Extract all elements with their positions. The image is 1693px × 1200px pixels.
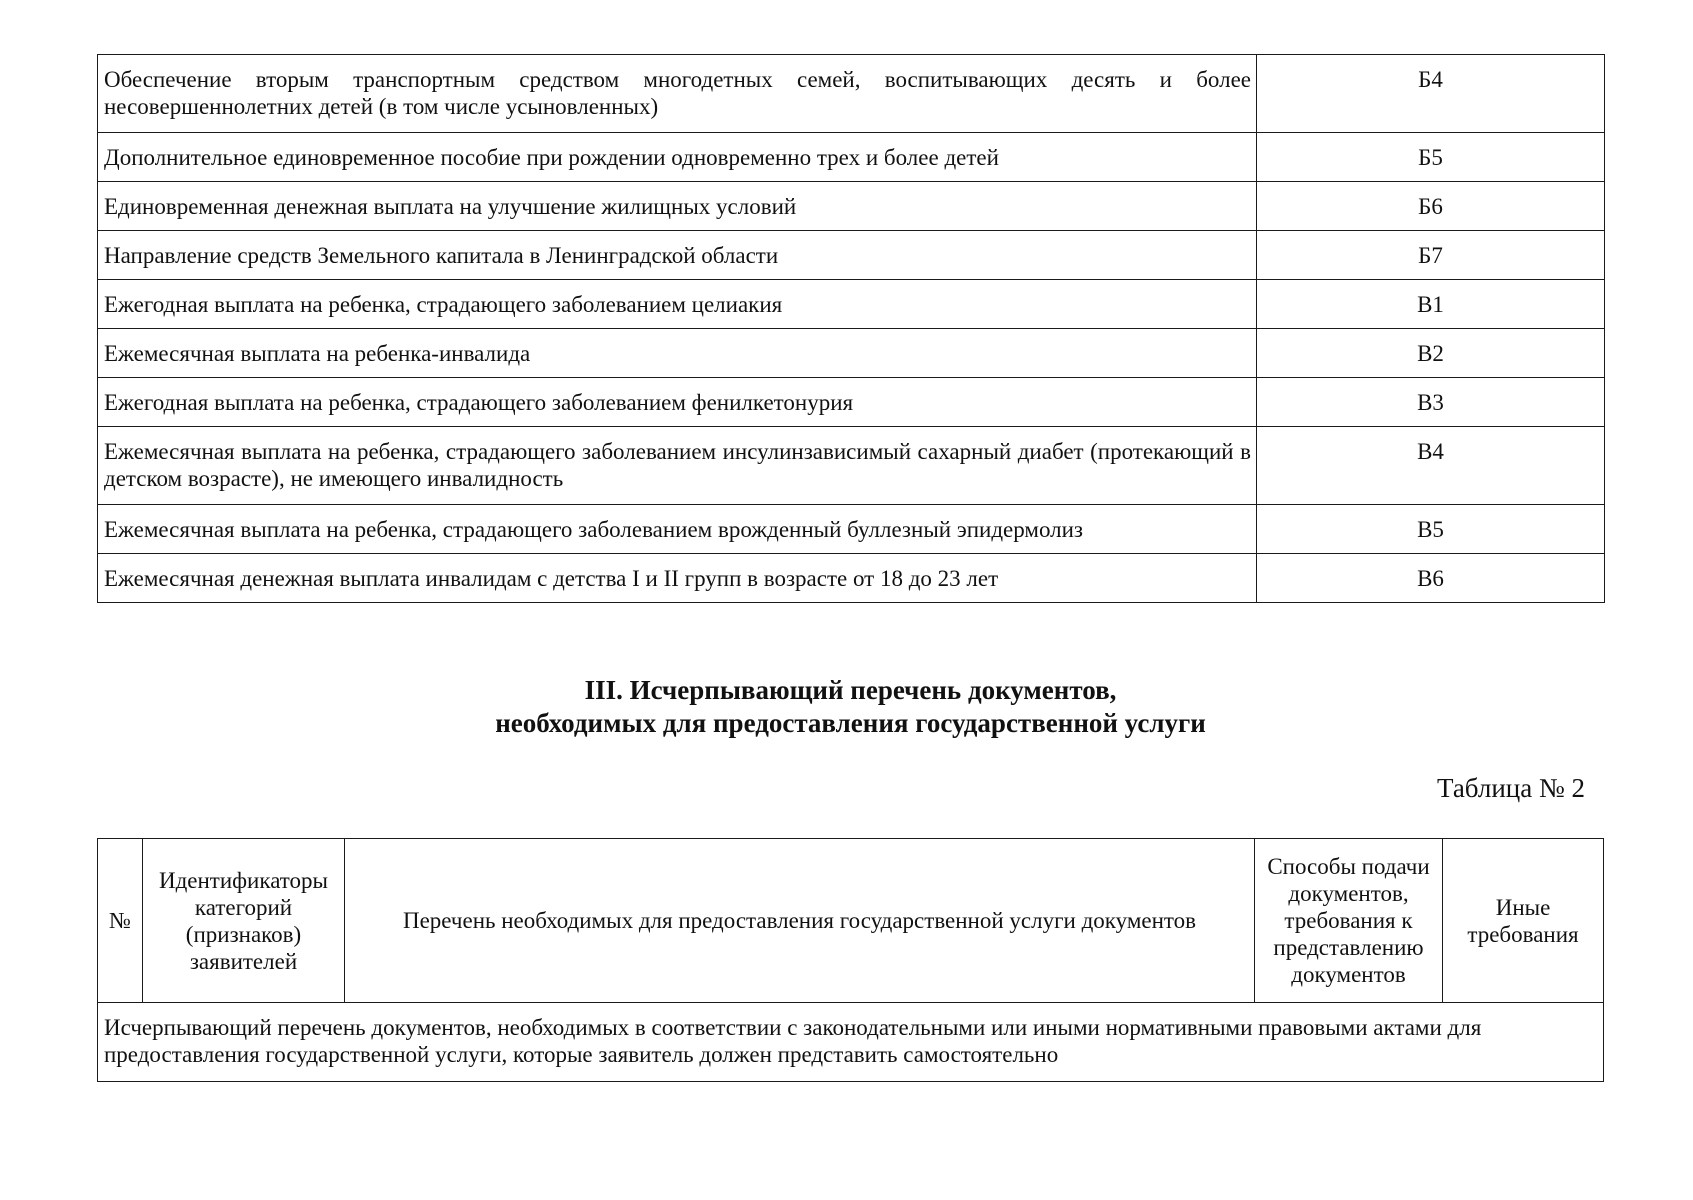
section-heading <box>97 674 1604 740</box>
table-row <box>98 133 1605 182</box>
documents-table <box>97 838 1604 1082</box>
table-row <box>98 505 1605 554</box>
header-identifiers: Идентификаторы категорий (признаков) заявителей <box>143 839 345 1003</box>
category-code-cell: В6 <box>1257 554 1605 603</box>
table-row <box>98 427 1605 505</box>
category-name-cell: Ежегодная выплата на ребенка, страдающего заболеванием целиакия <box>98 280 1257 329</box>
category-name-cell: Направление средств Земельного капитала в Ленинградской области <box>98 231 1257 280</box>
table-row <box>98 55 1605 133</box>
table-row <box>98 280 1605 329</box>
header-documents: Перечень необходимых для предоставления государственной услуги документов <box>345 839 1255 1003</box>
category-code-cell: Б7 <box>1257 231 1605 280</box>
category-code-cell: В1 <box>1257 280 1605 329</box>
section-heading-line: необходимых для предоставления государственной услуги <box>495 708 1206 738</box>
table-row <box>98 182 1605 231</box>
header-other: Иные требования <box>1443 839 1604 1003</box>
category-code-cell: В4 <box>1257 427 1605 505</box>
category-name-cell: Дополнительное единовременное пособие при рождении одновременно трех и более детей <box>98 133 1257 182</box>
table-header-row <box>98 839 1604 1003</box>
category-name-cell: Обеспечение вторым транспортным средством многодетных семей, воспитывающих десять и более несовершеннолетних детей (в том числе усыновленных) <box>98 55 1257 133</box>
section-heading-line: III. Исчерпывающий перечень документов, <box>584 675 1117 705</box>
table-row <box>98 231 1605 280</box>
category-code-cell: Б6 <box>1257 182 1605 231</box>
category-code-cell: В2 <box>1257 329 1605 378</box>
table-row <box>98 1003 1604 1082</box>
category-name-cell: Ежемесячная выплата на ребенка-инвалида <box>98 329 1257 378</box>
table-row <box>98 378 1605 427</box>
category-name-cell: Ежемесячная выплата на ребенка, страдающего заболеванием врожденный буллезный эпидермолиз <box>98 505 1257 554</box>
table-caption: Таблица № 2 <box>1437 773 1585 803</box>
table-row <box>98 329 1605 378</box>
category-name-cell: Единовременная денежная выплата на улучшение жилищных условий <box>98 182 1257 231</box>
category-code-cell: В5 <box>1257 505 1605 554</box>
table-row <box>98 554 1605 603</box>
category-name-cell: Ежемесячная выплата на ребенка, страдающего заболеванием инсулинзависимый сахарный диабет (протекающий в детском возрасте), не имеющего инвалидность <box>98 427 1257 505</box>
category-code-cell: В3 <box>1257 378 1605 427</box>
header-methods: Способы подачи документов, требования к представлению документов <box>1255 839 1443 1003</box>
category-name-cell: Ежемесячная денежная выплата инвалидам с детства I и II групп в возрасте от 18 до 23 лет <box>98 554 1257 603</box>
categories-table <box>97 54 1605 603</box>
header-number: № <box>98 839 143 1003</box>
category-name-cell: Ежегодная выплата на ребенка, страдающего заболеванием фенилкетонурия <box>98 378 1257 427</box>
category-code-cell: Б5 <box>1257 133 1605 182</box>
category-code-cell: Б4 <box>1257 55 1605 133</box>
merged-row-cell: Исчерпывающий перечень документов, необходимых в соответствии с законодательными или иными нормативными правовыми актами для предоставления государственной услуги, которые заявитель должен представить самостоятельно <box>98 1003 1604 1082</box>
